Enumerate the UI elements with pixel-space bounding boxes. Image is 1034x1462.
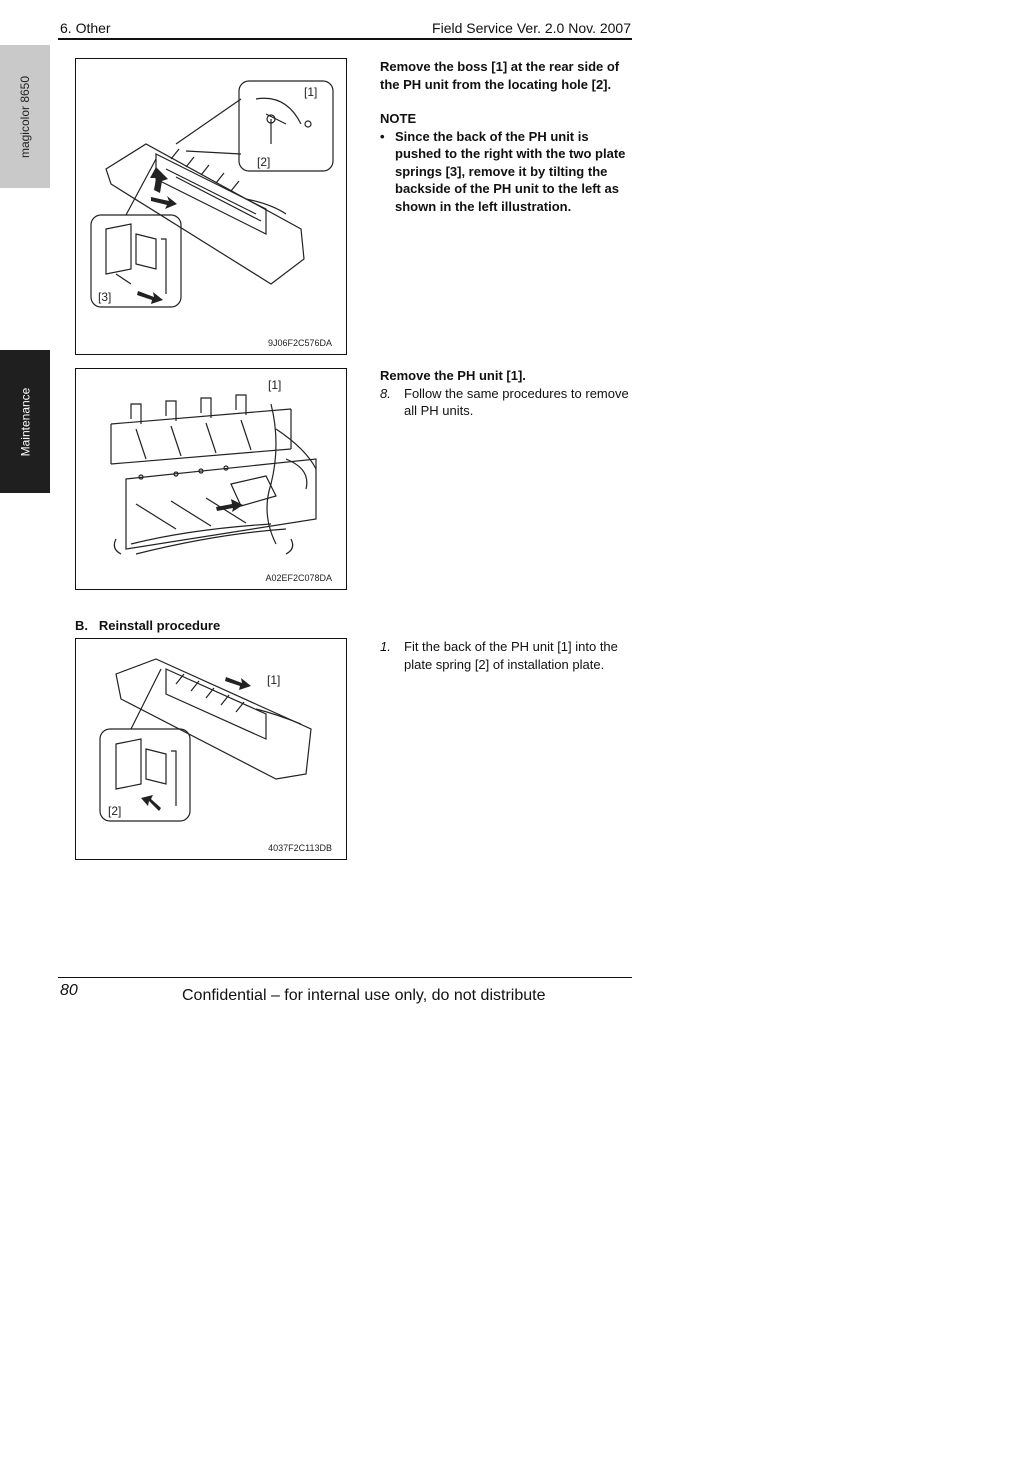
step-remove-ph-unit-text: Remove the PH unit [1]. [380,368,526,383]
note-text: Since the back of the PH unit is pushed to the right with the two plate springs [3], remove it by tilting the backside of the PH unit to the left as shown in the left illustration. [395,128,626,214]
side-tab-model [0,45,50,188]
step-item [380,638,632,673]
step-text: Follow the same procedures to remove all PH units. [404,385,629,418]
figure-remove-ph-unit [75,368,347,590]
figure-remove-boss-label-2: [2] [257,155,271,169]
figure-reinstall-drawing [76,639,346,859]
figure-code: 4037F2C113DB [268,843,332,853]
step-remove-ph-unit [380,367,632,420]
figure-code: A02EF2C078DA [265,573,332,583]
confidential-notice: Confidential – for internal use only, do not distribute [182,987,546,1004]
note-title: NOTE [380,111,417,126]
footer-rule [58,977,632,978]
section-heading: B. Reinstall procedure [75,618,221,633]
side-tab-section [0,350,50,493]
note-item [380,128,632,216]
step-number: 8. [380,385,391,401]
figure-remove-ph-unit-label-1: [1] [268,378,282,392]
note-bullet: • [380,128,385,144]
step-remove-boss-text: Remove the boss [1] at the rear side of the PH unit from the locating hole [2]. [380,59,620,92]
header-rule [58,38,632,40]
side-tab-model-label: magicolor 8650 [18,75,32,158]
figure-reinstall-label-2: [2] [108,804,122,818]
side-tab-section-label: Maintenance [18,387,32,456]
header-section: 6. Other [60,20,111,36]
figure-remove-boss [75,58,347,355]
figure-reinstall-label-1: [1] [267,673,281,687]
figure-remove-boss-drawing [76,59,346,354]
step-remove-boss [380,58,632,215]
figure-reinstall [75,638,347,860]
step-number: 1. [380,639,391,654]
step-item [380,385,632,420]
figure-remove-ph-unit-drawing [76,369,346,589]
figure-remove-boss-label-3: [3] [98,290,112,304]
step-text: Fit the back of the PH unit [1] into the plate spring [2] of installation plate. [404,639,618,672]
figure-code: 9J06F2C576DA [267,338,332,348]
step-reinstall [380,638,632,673]
header-edition: Field Service Ver. 2.0 Nov. 2007 [432,20,631,36]
figure-remove-boss-label-1: [1] [304,85,318,99]
page-number: 80 [60,982,78,999]
